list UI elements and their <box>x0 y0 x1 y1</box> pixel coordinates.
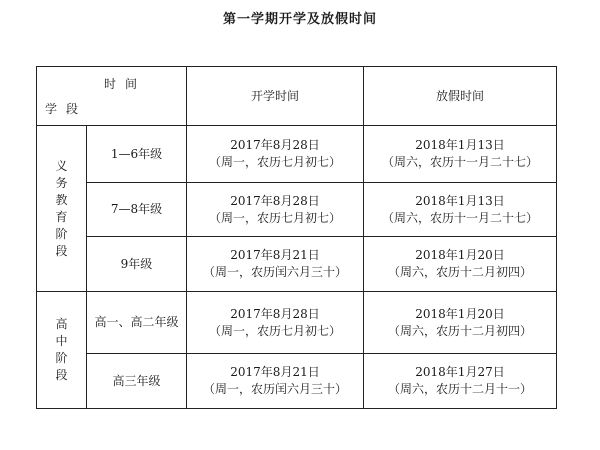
grade-cell: 7—8年级 <box>87 183 187 237</box>
end-cell <box>364 354 557 409</box>
end-note: （周六，农历十二月初四） <box>387 323 532 338</box>
start-note: （周一，农历闰六月三十） <box>202 265 347 279</box>
start-cell <box>187 183 364 237</box>
column-header-end: 放假时间 <box>364 67 557 126</box>
start-date: 2017年8月21日 <box>230 248 320 262</box>
schedule-table <box>36 66 557 409</box>
start-note: （周一，农历闰六月三十） <box>202 382 347 396</box>
page-title: 第一学期开学及放假时间 <box>222 12 377 27</box>
end-note: （周六，农历十二月初四） <box>387 265 532 279</box>
group-label-text: 高中阶段 <box>55 317 68 382</box>
table-row <box>37 354 557 409</box>
grade-cell: 高三年级 <box>87 354 187 409</box>
start-date: 2017年8月28日 <box>230 306 320 321</box>
start-date: 2017年8月28日 <box>230 138 320 152</box>
start-cell <box>187 237 364 292</box>
start-cell <box>187 292 364 354</box>
corner-label-time: 时间 <box>104 77 147 91</box>
end-note: （周六，农历十二月十一） <box>387 382 532 396</box>
end-date: 2018年1月20日 <box>415 306 505 321</box>
start-date: 2017年8月21日 <box>230 365 320 379</box>
group-label-high-school <box>37 292 87 409</box>
start-note: （周一，农历七月初七） <box>208 323 341 338</box>
table-row <box>37 237 557 292</box>
end-date: 2018年1月27日 <box>415 365 505 379</box>
end-date: 2018年1月20日 <box>415 248 505 262</box>
start-date: 2017年8月28日 <box>230 193 320 208</box>
table-row <box>37 292 557 354</box>
corner-header-cell <box>37 67 187 126</box>
table-row <box>37 126 557 183</box>
column-header-start: 开学时间 <box>187 67 364 126</box>
grade-cell: 9年级 <box>87 237 187 292</box>
start-note: （周一，农历七月初七） <box>208 155 341 169</box>
end-date: 2018年1月13日 <box>415 193 505 208</box>
end-cell <box>364 237 557 292</box>
table-row <box>37 183 557 237</box>
corner-label-stage: 学段 <box>45 102 88 116</box>
end-cell <box>364 126 557 183</box>
end-cell <box>364 292 557 354</box>
header-row <box>37 67 557 126</box>
end-note: （周六，农历十一月二十七） <box>381 155 538 169</box>
grade-cell: 高一、高二年级 <box>87 292 187 354</box>
end-date: 2018年1月13日 <box>415 138 505 152</box>
group-label-compulsory <box>37 126 87 292</box>
group-label-text: 义务教育阶段 <box>55 158 68 258</box>
start-cell <box>187 354 364 409</box>
end-cell <box>364 183 557 237</box>
start-note: （周一，农历七月初七） <box>208 210 341 225</box>
grade-cell: 1—6年级 <box>87 126 187 183</box>
start-cell <box>187 126 364 183</box>
end-note: （周六，农历十一月二十七） <box>381 210 538 225</box>
